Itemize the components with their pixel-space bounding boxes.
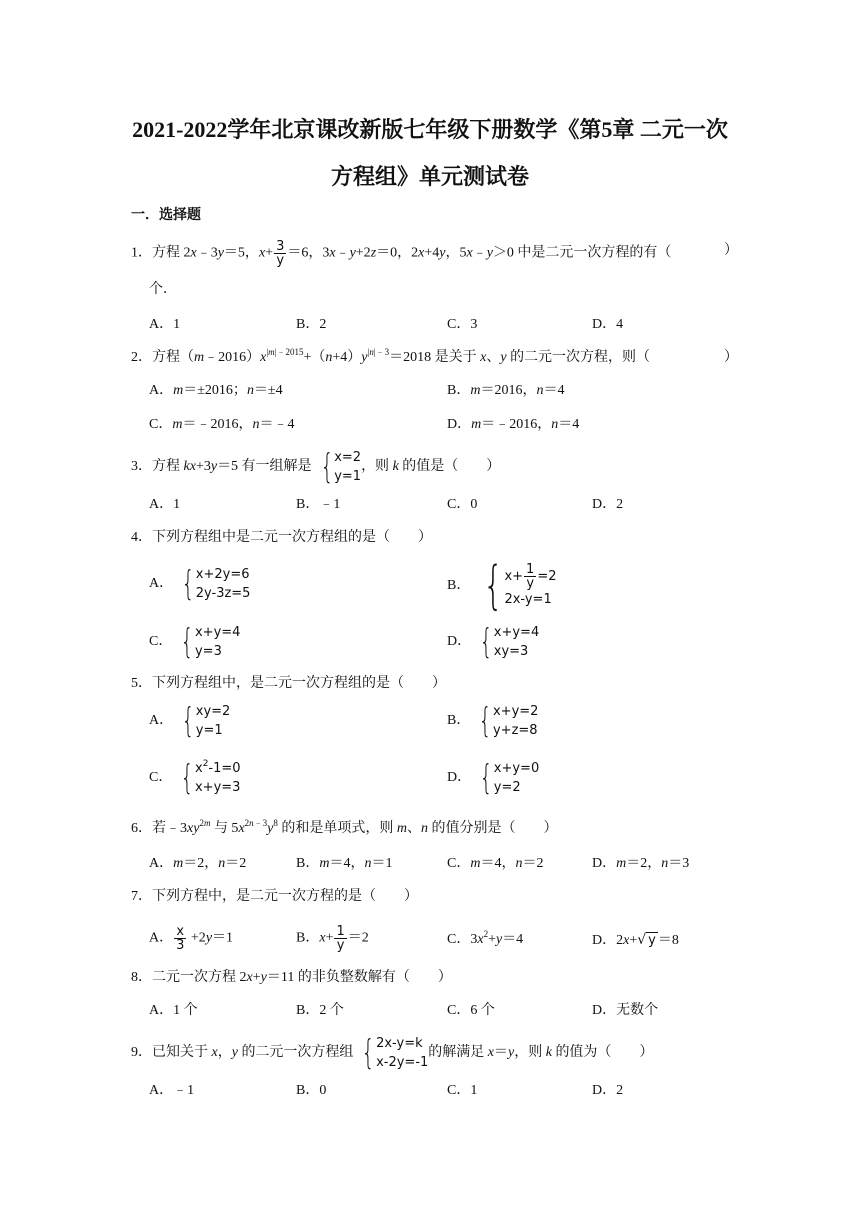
q9-option-a: A．﹣1 xyxy=(149,1083,195,1098)
q8-option-b: B．2 个 xyxy=(296,1003,344,1018)
q2-option-a: A．m＝±2016；n＝±4 xyxy=(149,383,283,398)
question-1: 1．方程 2x﹣3y＝5，x+ $\frac{3}{y}$ ＝6，3x﹣y+2z＝0，2x+4y，5x﹣y＞0 中是二元一次方程的有（ xyxy=(131,239,672,268)
q7-option-b: B．x+ $\frac{1}{y}$ ＝2 xyxy=(296,924,369,953)
equation-system: { x=2 y=1 xyxy=(320,447,362,487)
q1-option-b: B．2 xyxy=(296,317,327,332)
q1-option-c: C．3 xyxy=(447,317,478,332)
q8-option-d: D．无数个 xyxy=(592,1003,659,1018)
question-1-cont: 个． xyxy=(149,282,177,297)
equation-system: { x+y=0 y=2 xyxy=(479,758,540,798)
q5-option-a: A． { xy=2 y=1 xyxy=(149,701,231,741)
question-4: 4．下列方程组中是二元一次方程组的是（ ） xyxy=(131,530,432,545)
q3-option-a: A．1 xyxy=(149,497,181,512)
question-5: 5．下列方程组中，是二元一次方程组的是（ ） xyxy=(131,676,446,691)
equation-system: { x+y=2 y+z=8 xyxy=(479,701,539,741)
section-heading: 一．选择题 xyxy=(131,208,201,223)
q6-option-c: C．m＝4，n＝2 xyxy=(447,856,544,871)
q6-option-a: A．m＝2，n＝2 xyxy=(149,856,247,871)
q9-option-d: D．2 xyxy=(592,1083,624,1098)
equation-system: { x+ $\frac{1}{y}$ =2 2x-y=1 xyxy=(483,556,557,616)
q4-option-d: D． { x+y=4 xy=3 xyxy=(447,622,540,662)
q3-option-c: C．0 xyxy=(447,497,478,512)
q9-option-b: B．0 xyxy=(296,1083,327,1098)
fraction: $\frac{3}{y}$ xyxy=(276,239,285,268)
equation-system: { x+y=4 xy=3 xyxy=(479,622,540,662)
doc-title-line2: 方程组》单元测试卷 xyxy=(330,164,529,189)
q6-option-d: D．m＝2，n＝3 xyxy=(592,856,690,871)
q3-option-b: B．﹣1 xyxy=(296,497,341,512)
q5-option-b: B． { x+y=2 y+z=8 xyxy=(447,701,539,741)
question-6: 6．若$﹣3xy^{2m}$ 与 $5x^{2n﹣3}y^8$ 的和是单项式，则 m、n 的值分别是（ ） xyxy=(131,818,558,836)
q3-option-d: D．2 xyxy=(592,497,624,512)
q8-option-a: A．1 个 xyxy=(149,1003,198,1018)
q4-option-c: C． { x+y=4 y=3 xyxy=(149,622,241,662)
q7-option-a: A． $\frac{x}{3}$ +2y＝1 xyxy=(149,924,234,953)
q5-option-d: D． { x+y=0 y=2 xyxy=(447,758,540,798)
q7-option-c: C．$3x^2+y=4$ xyxy=(447,929,524,947)
q8-option-c: C．6 个 xyxy=(447,1003,495,1018)
q7-option-d: D．2x+√ y ＝8 xyxy=(592,932,679,948)
question-8: 8．二元一次方程 2x+y＝11 的非负整数解有（ ） xyxy=(131,970,452,985)
q2-option-d: D．m＝﹣2016，n＝4 xyxy=(447,417,580,432)
doc-title-line1: 2021-2022学年北京课改新版七年级下册数学《第5章 二元一次 xyxy=(132,117,728,142)
equation-system: { 2x-y=k x-2y=-1 xyxy=(362,1033,429,1073)
equation-system: { x+2y=6 2y-3z=5 xyxy=(181,564,251,604)
equation-system: { x+y=4 y=3 xyxy=(181,622,241,662)
question-9: 9．已知关于 x，y 的二元一次方程组 { 2x-y=k x-2y=-1 的解满足 x＝y，则 k 的值为（ ） xyxy=(131,1033,654,1073)
q1-option-a: A．1 xyxy=(149,317,181,332)
q2-option-b: B．m＝2016，n＝4 xyxy=(447,383,565,398)
question-2: 2．方程$(m﹣2016)x^{|m|﹣2015}+(n+4)y^{|n|﹣3}=2018$ 是关于 x、y 的二元一次方程，则（ xyxy=(131,347,651,365)
q4-option-a: A． { x+2y=6 2y-3z=5 xyxy=(149,564,251,604)
question-7: 7．下列方程中，是二元一次方程的是（ ） xyxy=(131,889,418,904)
q6-option-b: B．m＝4，n＝1 xyxy=(296,856,393,871)
q9-option-c: C．1 xyxy=(447,1083,478,1098)
question-3: 3．方程 kx+3y＝5 有一组解是 { x=2 y=1 ，则 k 的值是（ ） xyxy=(131,447,501,487)
q5-option-c: C． { $x^2-1=0$ x+y=3 xyxy=(149,758,241,798)
q1-option-d: D．4 xyxy=(592,317,624,332)
q4-option-b: B． { x+ $\frac{1}{y}$ =2 2x-y=1 xyxy=(447,556,557,616)
equation-system: { xy=2 y=1 xyxy=(181,701,231,741)
answer-paren-close: ） xyxy=(724,243,738,258)
q2-option-c: C．m＝﹣2016，n＝﹣4 xyxy=(149,417,295,432)
equation-system: { $x^2-1=0$ x+y=3 xyxy=(181,758,241,798)
answer-paren-close: ） xyxy=(724,350,738,365)
